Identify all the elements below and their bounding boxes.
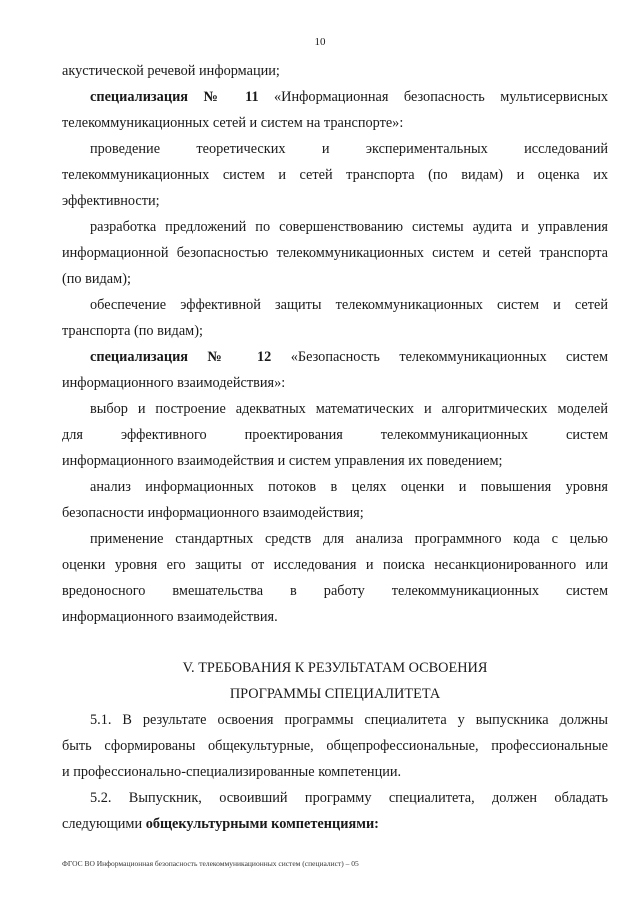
specialization-heading: специализация № 12 [90,349,272,365]
competencies-heading: общекультурными компетенциями: [145,816,379,832]
text-line: телекоммуникационных сетей и систем на транспорте»: [62,115,404,131]
text-line: телекоммуникационных систем и сетей транспорта (по видам) и оценка их [62,167,608,183]
text-line: акустической речевой информации; [62,63,280,79]
section-heading: ПРОГРАММЫ СПЕЦИАЛИТЕТА [229,686,441,702]
text-line: (по видам); [62,271,131,287]
text-line: обеспечение эффективной защиты телекоммуникационных систем и сетей [90,297,608,313]
text-line: анализ информационных потоков в целях оценки и повышения уровня [90,479,608,495]
text-line: 5.1. В результате освоения программы специалитета у выпускника должны [90,712,608,728]
text-line: разработка предложений по совершенствованию системы аудита и управления [90,219,608,235]
page-footer: ФГОС ВО Информационная безопасность телекоммуникационных систем (специалист) – 05 [62,859,359,868]
text-line: вредоносного вмешательства в работу телекоммуникационных систем [62,583,608,599]
text-line: специализация № 12 «Безопасность телекоммуникационных систем [90,349,608,365]
text-line: информационной безопасностью телекоммуникационных систем и сетей транспорта [62,245,608,261]
page-number: 10 [314,36,326,48]
text-line: быть сформированы общекультурные, общепрофессиональные, профессиональные [62,738,608,754]
text-line: информационного взаимодействия. [62,609,278,625]
specialization-heading: специализация № 11 [90,89,259,105]
section-heading: V. ТРЕБОВАНИЯ К РЕЗУЛЬТАТАМ ОСВОЕНИЯ [182,660,488,676]
text-line: безопасности информационного взаимодействия; [62,505,364,521]
text-line: оценки уровня его защиты от исследования и поиска несанкционированного или [62,557,608,573]
text-line: выбор и построение адекватных математических и алгоритмических моделей [90,401,608,417]
text-line: транспорта (по видам); [62,323,203,339]
text-line: для эффективного проектирования телекоммуникационных систем [62,427,608,443]
text-line: 5.2. Выпускник, освоивший программу специалитета, должен обладать [90,790,608,806]
text-line: информационного взаимодействия и систем управления их поведением; [62,453,503,469]
text-line: применение стандартных средств для анализа программного кода с целью [90,531,608,547]
text-line: эффективности; [62,193,160,209]
text-line: и профессионально-специализированные компетенции. [62,764,402,780]
text-line: специализация № 11 «Информационная безопасность мультисервисных [90,89,608,105]
text-line: проведение теоретических и экспериментальных исследований [90,141,608,157]
text-line: информационного взаимодействия»: [62,375,286,391]
text-line: следующими общекультурными компетенциями: [62,816,379,832]
